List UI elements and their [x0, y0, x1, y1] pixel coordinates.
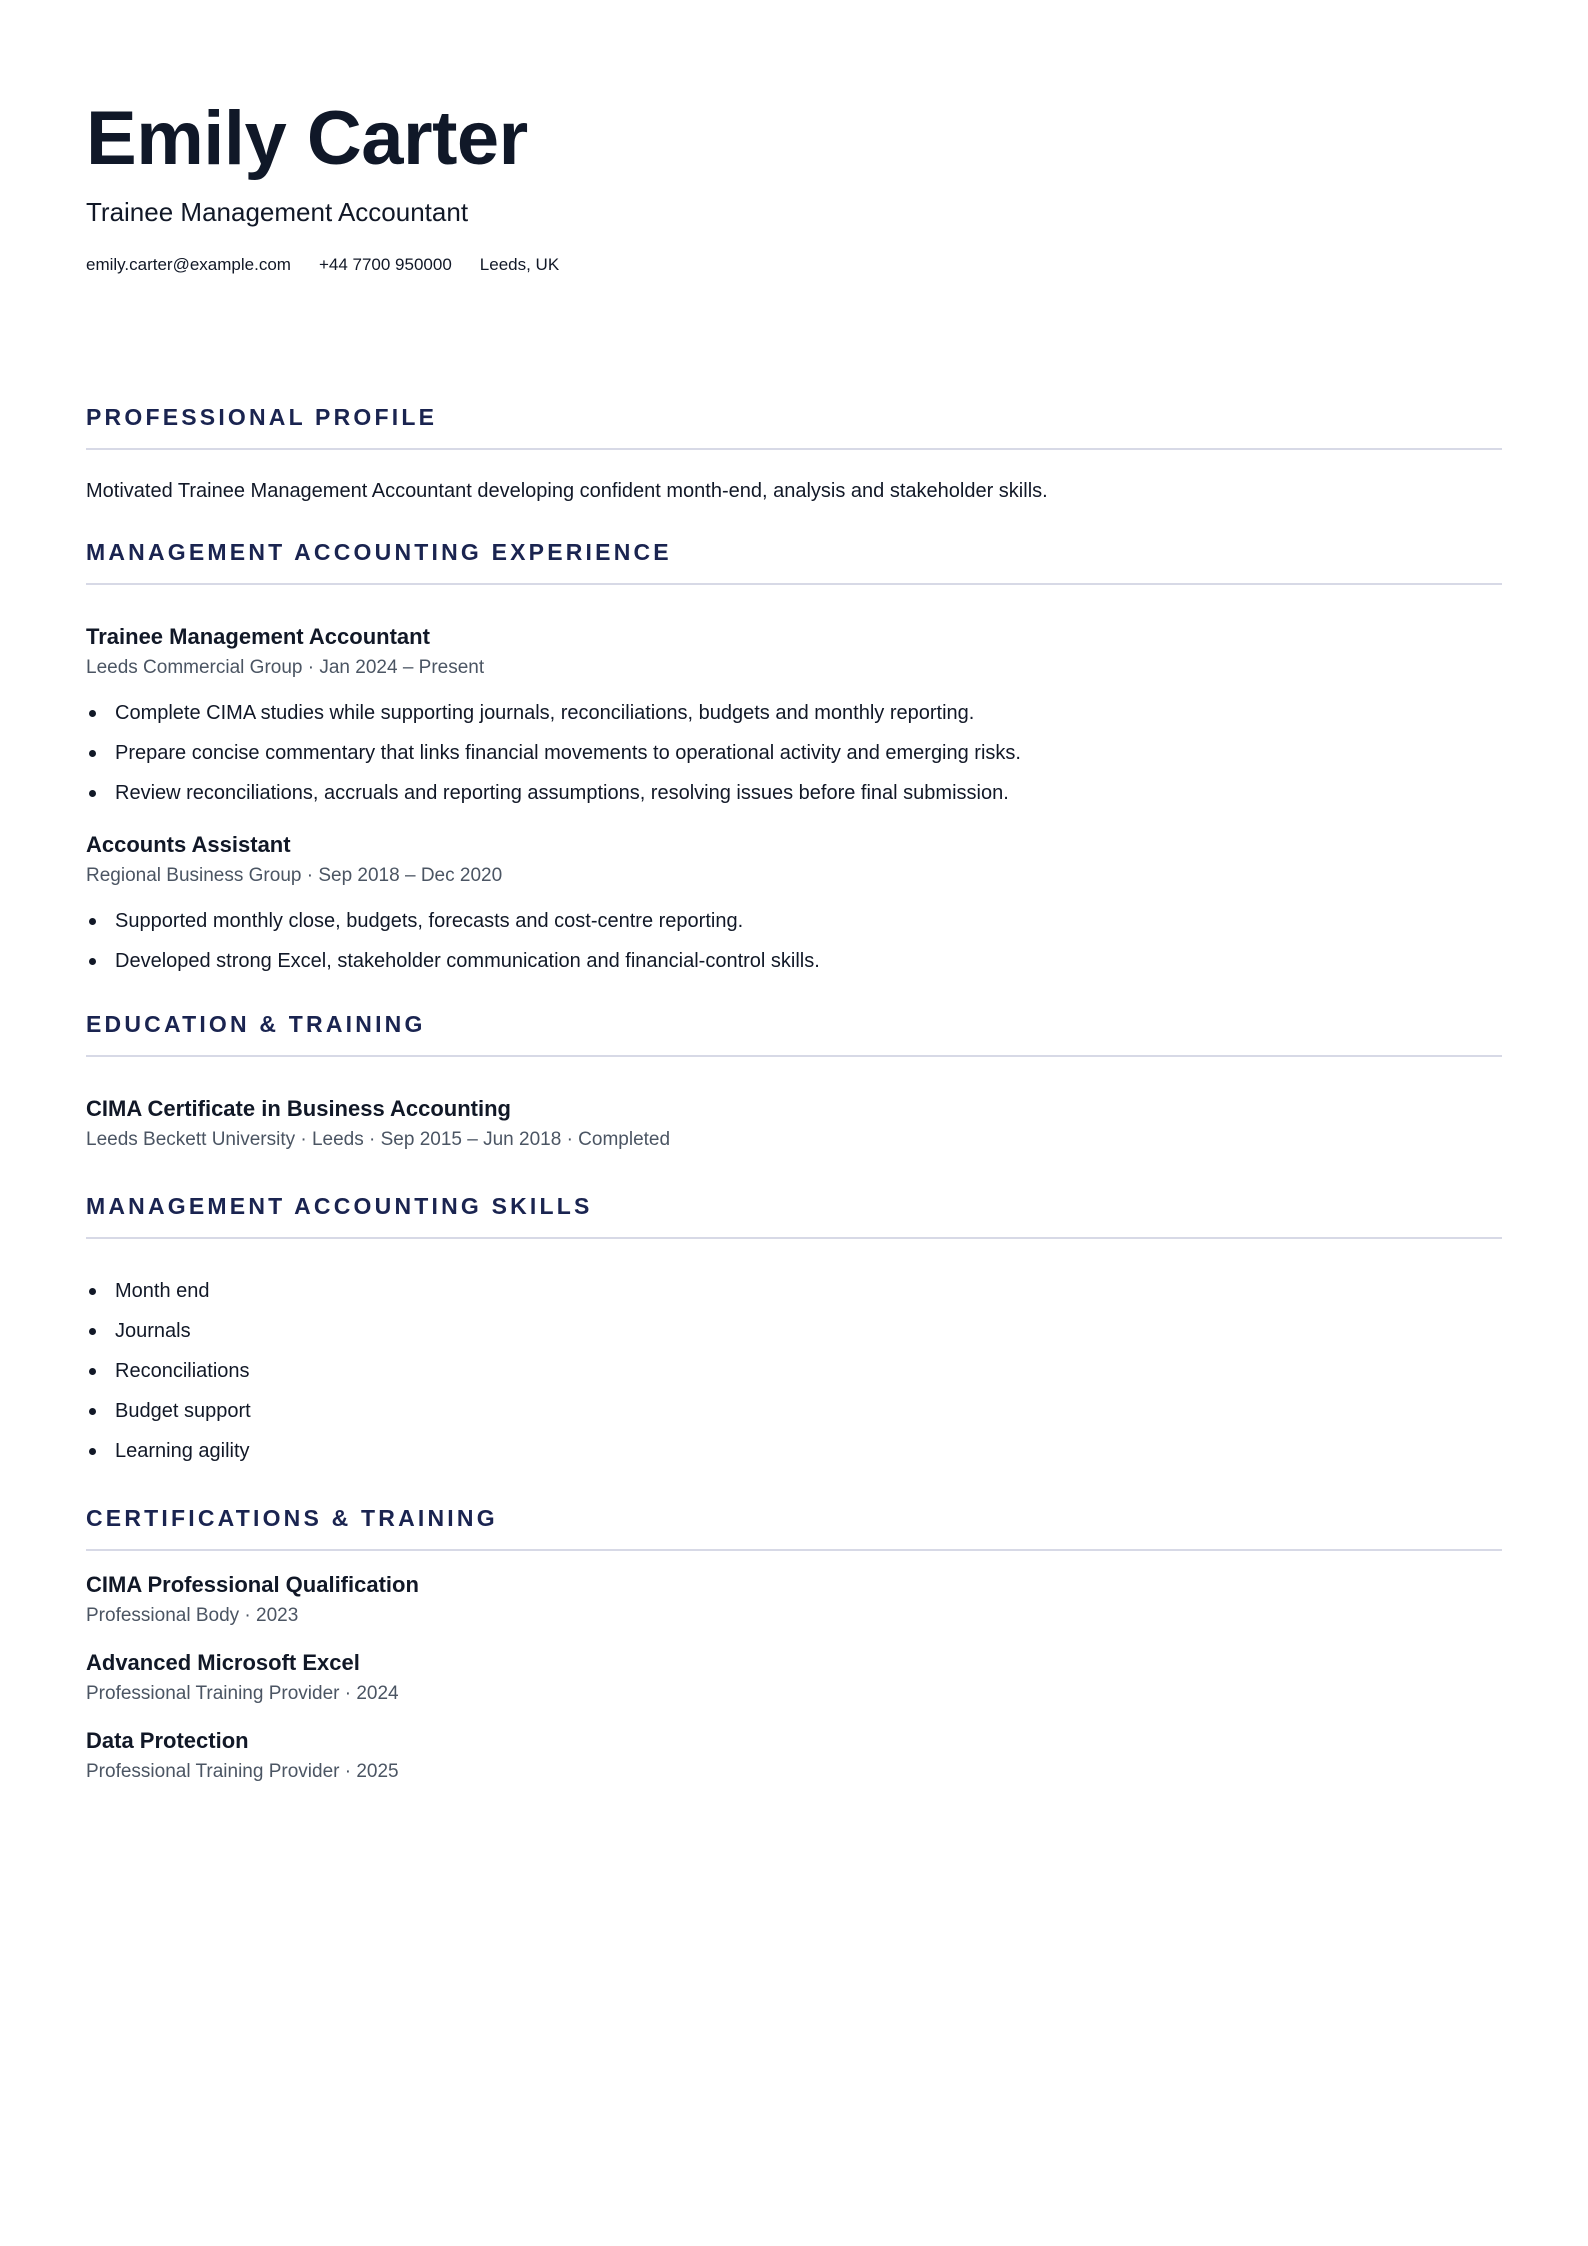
section-title-education: EDUCATION & TRAINING: [86, 1009, 1502, 1057]
skill-item: Reconciliations: [86, 1357, 1502, 1385]
certifications-section: [86, 1503, 1502, 1785]
contact-details: [86, 254, 1502, 276]
job-entry: [86, 831, 1502, 975]
education-meta: Leeds Beckett University · Leeds · Sep 2015 – Jun 2018 · Completed: [86, 1129, 671, 1150]
experience-section: [86, 537, 1502, 975]
job-bullet: Supported monthly close, budgets, forecasts and cost-centre reporting.: [86, 907, 1502, 935]
section-title-skills: MANAGEMENT ACCOUNTING SKILLS: [86, 1191, 1502, 1239]
certification-meta: Professional Body · 2023: [86, 1605, 299, 1626]
education-qualification: CIMA Certificate in Business Accounting: [86, 1096, 511, 1121]
contact-phone: +44 7700 950000: [318, 255, 452, 274]
job-role: Accounts Assistant: [86, 832, 291, 857]
skills-list: [86, 1277, 1502, 1465]
job-role: Trainee Management Accountant: [86, 624, 430, 649]
certification-entry: [86, 1727, 1502, 1785]
education-section: [86, 1009, 1502, 1153]
section-title-experience: MANAGEMENT ACCOUNTING EXPERIENCE: [86, 537, 1502, 585]
certification-entry: [86, 1649, 1502, 1707]
profile-summary: Motivated Trainee Management Accountant developing confident month-end, analysis and stakeholder skills.: [86, 480, 1048, 502]
skill-item: Journals: [86, 1317, 1502, 1345]
certification-name: Advanced Microsoft Excel: [86, 1650, 360, 1675]
contact-location: Leeds, UK: [479, 255, 560, 274]
candidate-headline: Trainee Management Accountant: [86, 197, 469, 227]
skill-item: Learning agility: [86, 1437, 1502, 1465]
education-entry: [86, 1095, 1502, 1153]
job-bullets: [86, 699, 1502, 807]
skills-section: [86, 1191, 1502, 1465]
job-bullet: Prepare concise commentary that links financial movements to operational activity and emerging risks.: [86, 739, 1502, 767]
certification-name: CIMA Professional Qualification: [86, 1572, 419, 1597]
job-bullet: Review reconciliations, accruals and reporting assumptions, resolving issues before final submission.: [86, 779, 1502, 807]
certification-meta: Professional Training Provider · 2025: [86, 1761, 399, 1782]
skill-item: Month end: [86, 1277, 1502, 1305]
resume-header: [86, 0, 1502, 276]
certification-entry: [86, 1571, 1502, 1629]
job-entry: [86, 623, 1502, 807]
skill-item: Budget support: [86, 1397, 1502, 1425]
job-bullet: Complete CIMA studies while supporting journals, reconciliations, budgets and monthly reporting.: [86, 699, 1502, 727]
section-title-profile: PROFESSIONAL PROFILE: [86, 402, 1502, 450]
certification-meta: Professional Training Provider · 2024: [86, 1683, 399, 1704]
job-meta: Regional Business Group · Sep 2018 – Dec 2020: [86, 865, 503, 886]
job-bullets: [86, 907, 1502, 975]
certification-name: Data Protection: [86, 1728, 249, 1753]
job-meta: Leeds Commercial Group · Jan 2024 – Present: [86, 657, 485, 678]
job-bullet: Developed strong Excel, stakeholder communication and financial-control skills.: [86, 947, 1502, 975]
candidate-name: Emily Carter: [86, 96, 528, 181]
contact-email: emily.carter@example.com: [86, 255, 291, 274]
profile-section: [86, 402, 1502, 505]
section-title-certifications: CERTIFICATIONS & TRAINING: [86, 1503, 1502, 1551]
